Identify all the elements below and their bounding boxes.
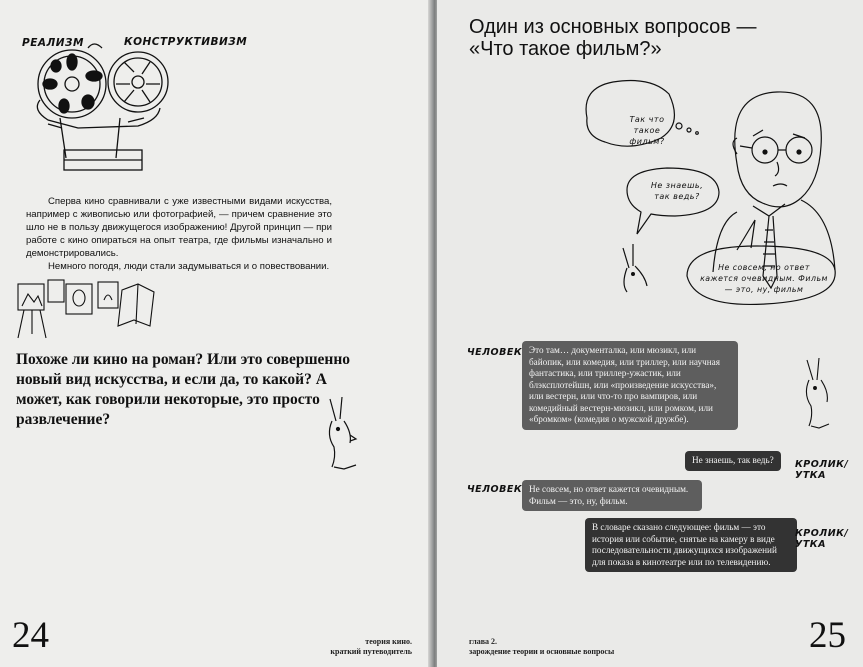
footer-left-line-1: теория кино. [365,637,412,646]
page-title: Один из основных вопросов — «Что такое фильм?» [469,16,757,60]
film-reels-sketch [0,0,432,200]
footer-right-line-1: глава 2. [469,637,498,646]
paragraph-1: Сперва кино сравнивали с уже известными видами искусства, например с живописью или фотографией, — причем сравнение это шло не в пользу движущегося изображению! Другой принцип — при работе с кино опираться на опыт театра, где фильмы изначально и демонстрировались. [26,196,332,259]
page-number-left: 24 [12,615,49,656]
man-speech-text: Не совсем, но ответ кажется очевидным. Фильм — это, ну, фильм [700,263,828,294]
chat-message-1: Это там… документалка, или мюзикл, или байопик, или комедия, или триллер, или научная фантастика, или триллер-ужастик, или блэксплотейшн, или «произведение искусства», или вестерн, или что-то про вампиров, или комедийный вестерн-мюзикл, или ромком, или «бромком» (комедия о мужской дружбе). [522,341,738,430]
speaker-label: ЧЕЛОВЕК [467,484,523,495]
rabbit-duck-small-doodle [801,356,841,436]
chat-message-2: Не знаешь, так ведь? [685,451,781,471]
paragraph-2: Немного погодя, люди стали задумываться и о повествовании. [48,261,330,272]
speaker-label: ЧЕЛОВЕК [467,347,523,358]
footer-right [469,637,719,657]
sketch-label-constructivism: КОНСТРУКТИВИЗМ [124,36,248,48]
speaker-label: КРОЛИК/ УТКА [795,528,849,550]
intro-text [26,195,332,273]
speaker-label: КРОЛИК/ УТКА [795,459,849,481]
big-question: Похоже ли кино на роман? Или это совершенно новый вид искусства, и если да, то какой? А может, как говорили некоторые, это просто развлечение? [16,351,351,428]
chat-message-3: Не совсем, но ответ кажется очевидным. Фильм — это, ну, фильм. [522,480,702,511]
art-forms-sketch [0,270,200,340]
rabbit-duck-doodle [322,395,362,475]
right-page [437,0,863,667]
chat-message-4: В словаре сказано следующее: фильм — это история или событие, снятые на камеру в виде последовательности движущихся изображений для показа в кинотеатре или по телевидению. [585,518,797,572]
sketch-label-realism: РЕАЛИЗМ [22,37,84,49]
page-number-right: 25 [809,615,846,656]
footer-left-line-2: краткий путеводитель [330,647,412,656]
footer-right-line-2: зарождение теории и основные вопросы [469,647,615,656]
footer-left [300,637,412,657]
rabbit-speech-text: Не знаешь, так ведь? [650,181,704,201]
thought-bubble-text: Так что такое фильм? [629,115,665,146]
